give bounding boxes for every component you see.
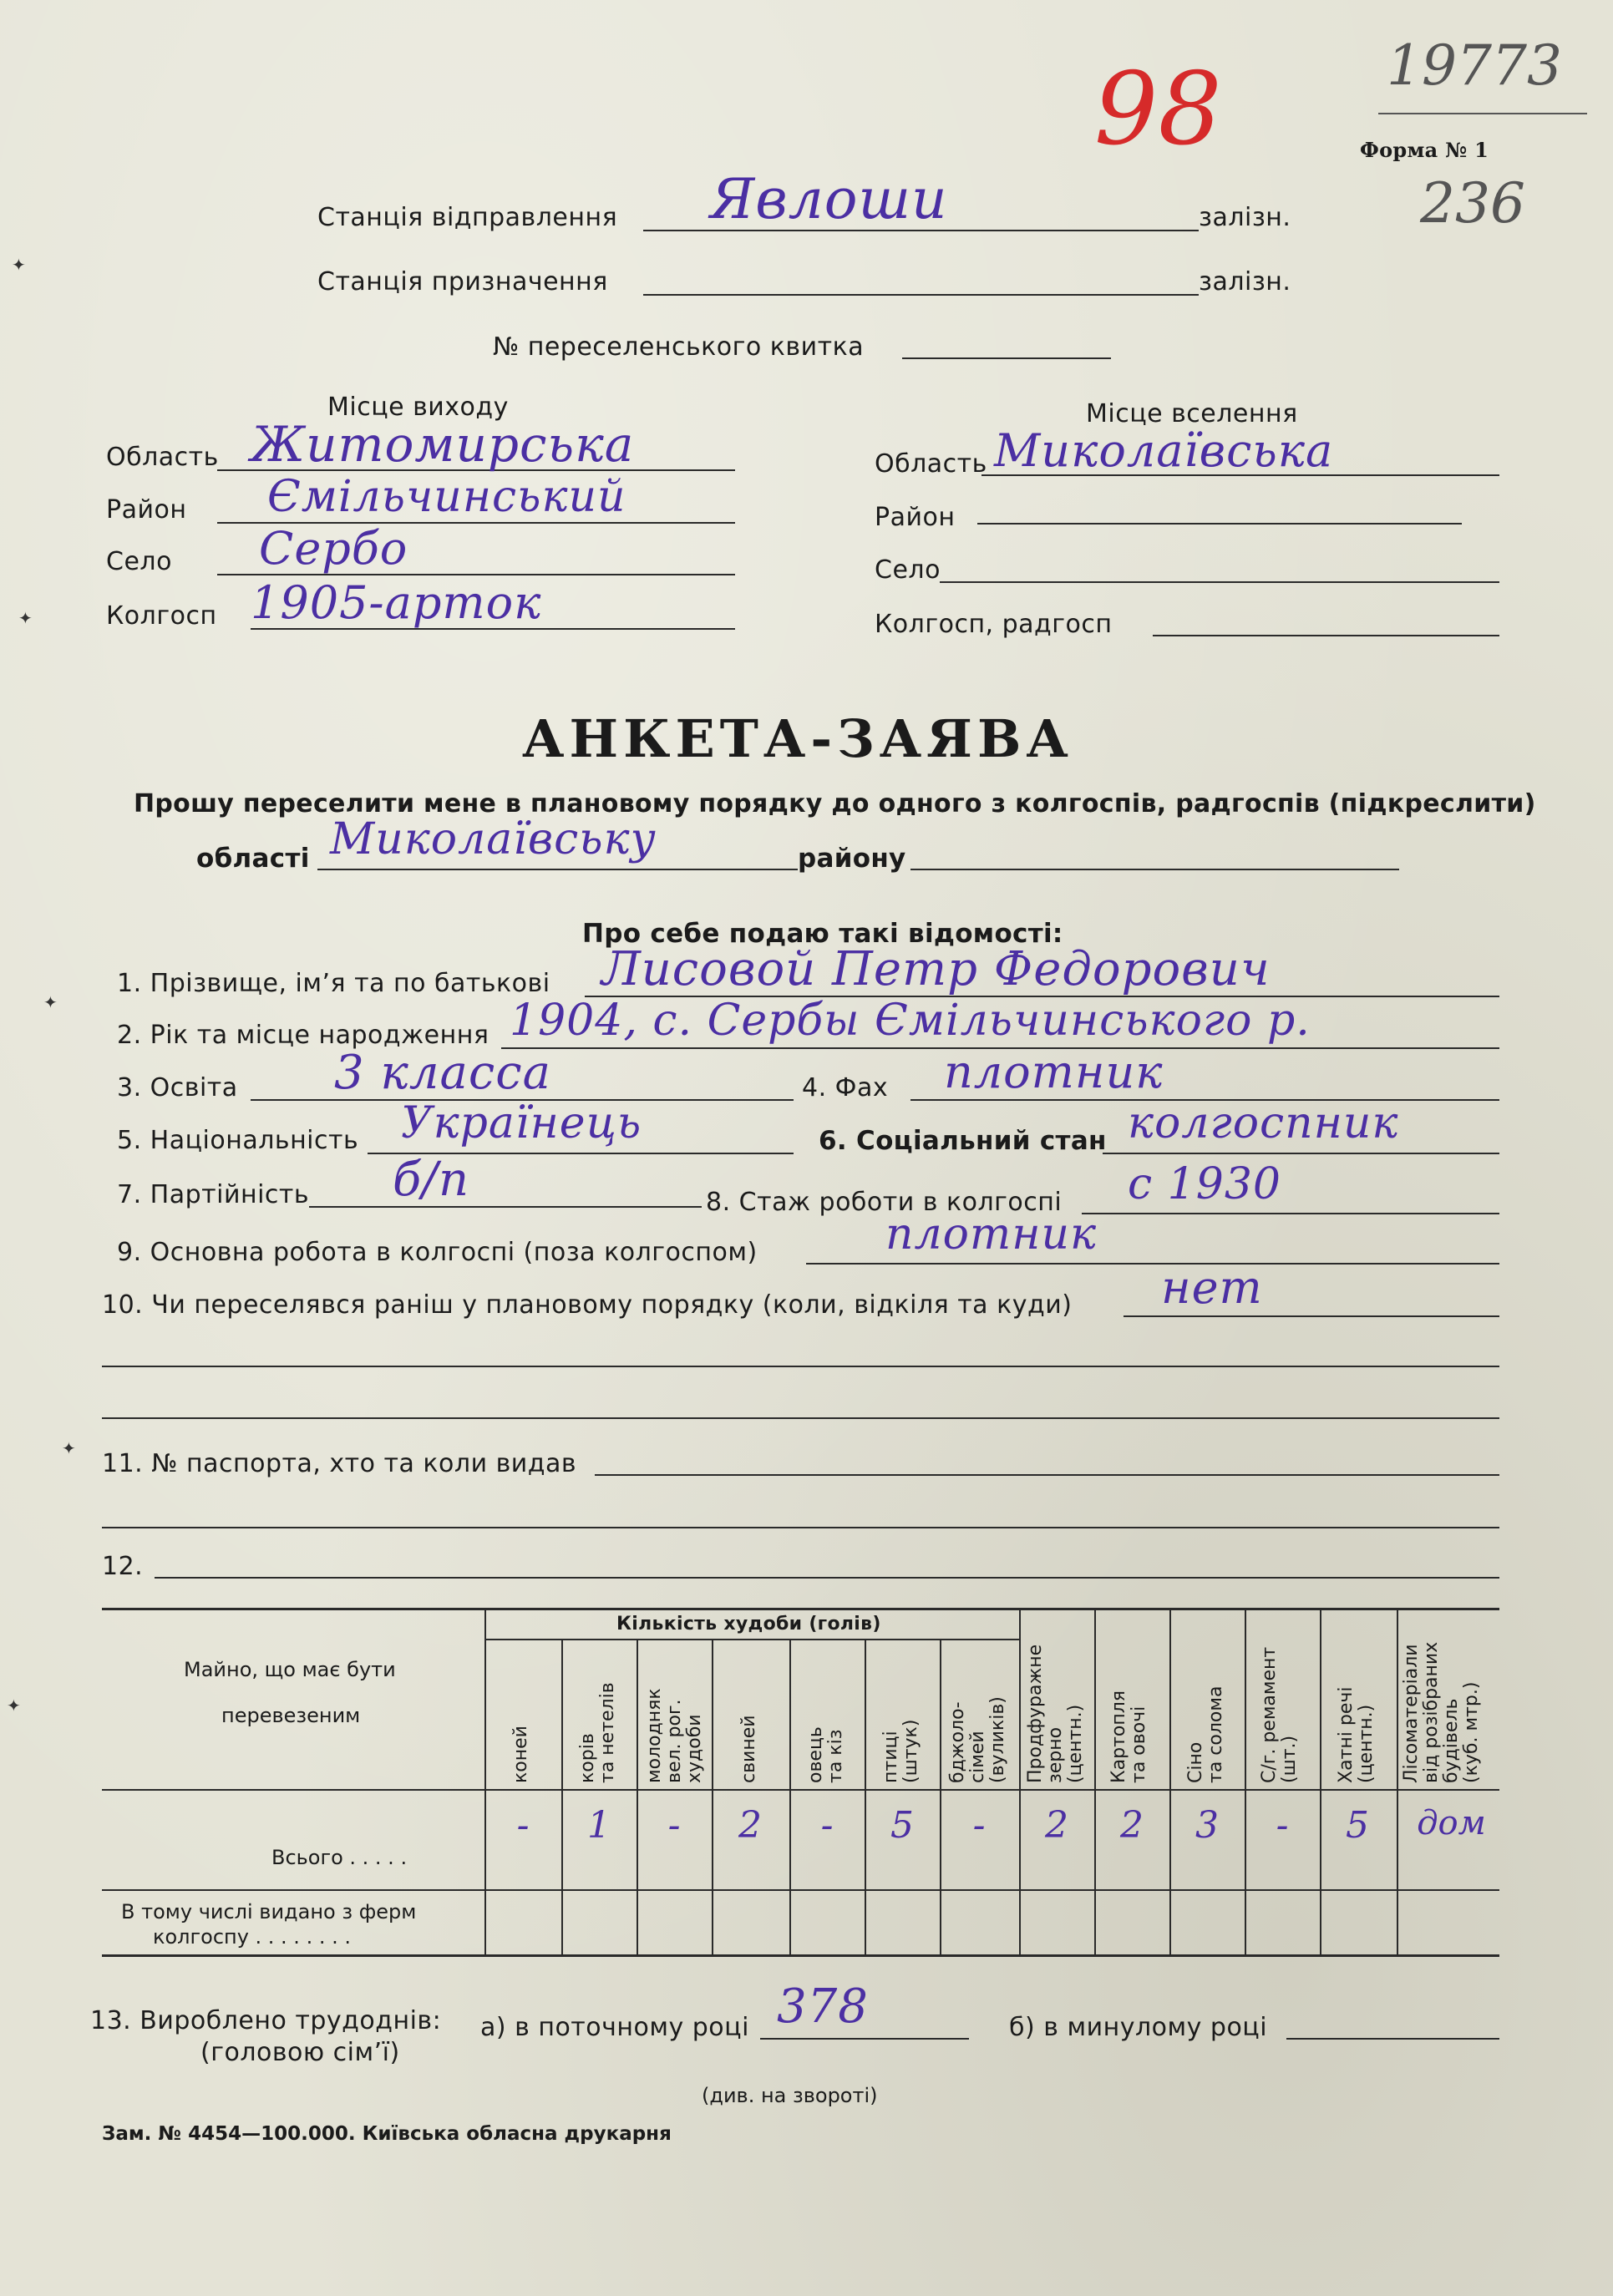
row-farm-label: колгоспу . . . . . . . . [153,1925,351,1949]
column-header: овець та кіз [805,1726,846,1783]
column-header: С/г. ремамент (шт.) [1259,1646,1300,1783]
property-label: перевезеним [221,1704,361,1727]
item-2-value[interactable]: 1904, с. Сербы Ємільчинського р. [510,996,1311,1046]
origin-kolgosp-label: Колгосп [106,601,217,631]
target-oblast-value[interactable]: Миколаївську [330,814,657,864]
cell-value[interactable]: 2 [738,1804,762,1847]
departure-station-value[interactable]: Явлоши [710,167,948,231]
item-3-value[interactable]: 3 класса [334,1046,552,1100]
origin-title: Місце виходу [327,393,509,422]
item-7-value[interactable]: б/п [393,1153,470,1207]
margin-mark: ✦ [18,608,33,628]
table-col-divider [484,1608,486,1954]
item-11-extra-line[interactable] [102,1527,1499,1528]
item-4-value[interactable]: плотник [944,1046,1164,1098]
table-col-divider [789,1639,791,1954]
cell-value[interactable]: 2 [1045,1804,1068,1847]
item-3-label: 3. Освіта [117,1073,238,1102]
table-header-bottom [102,1789,1499,1791]
ticket-label: № переселенського квитка [493,332,865,362]
table-bottom-border [102,1954,1499,1957]
row-farm-label: В тому числі видано з ферм [121,1900,417,1923]
destination-station-line[interactable] [643,294,1199,296]
livestock-header-line [484,1639,1019,1640]
item-9-line [806,1263,1499,1265]
table-col-divider [1019,1608,1021,1954]
item-12-label: 12. [102,1552,144,1581]
item-8-label: 8. Стаж роботи в колгоспі [706,1188,1063,1217]
archive-number: 19773 [1387,33,1562,98]
cell-value[interactable]: - [820,1804,834,1847]
target-raion-line[interactable] [910,869,1399,870]
cell-value[interactable]: 2 [1120,1804,1144,1847]
ticket-line[interactable] [902,357,1111,359]
table-col-divider [940,1639,941,1954]
origin-raion-value[interactable]: Ємільчинський [267,472,626,522]
target-oblast-line [317,869,798,870]
request-text: Прошу переселити мене в плановому порядку до одного з колгоспів, радгоспів (підкреслити) [134,789,1536,819]
workdays-current-line [760,2038,969,2040]
target-raion-label: району [798,844,906,874]
destination-raion-line[interactable] [977,523,1462,525]
column-header: свиней [738,1715,759,1783]
cell-value[interactable]: - [1276,1804,1289,1847]
item-5-value[interactable]: Українець [401,1098,642,1148]
item-6-label: 6. Соціальний стан [819,1126,1107,1156]
table-col-divider [561,1639,563,1954]
item-10-label: 10. Чи переселявся раніш у плановому порядку (коли, відкіля та куди) [102,1290,1073,1320]
column-header: птиці (штук) [880,1719,921,1783]
item-9-label: 9. Основна робота в колгоспі (поза колгоспом) [117,1238,758,1267]
workdays-sublabel: (головою сім’ї) [200,2038,400,2067]
target-oblast-label: області [196,844,310,874]
archive-number-underline [1378,113,1587,114]
destination-title: Місце вселення [1086,399,1298,428]
sheet-number: 236 [1420,171,1525,236]
column-header: корів та нетелів [577,1682,618,1783]
destination-selo-label: Село [875,555,941,585]
property-label: Майно, що має бути [184,1658,396,1681]
column-header: коней [510,1726,531,1783]
destination-oblast-value[interactable]: Миколаївська [994,424,1334,477]
destination-kolgosp-label: Колгосп, радгосп [875,610,1113,639]
destination-oblast-label: Область [875,449,987,479]
workdays-current-label: а) в поточному році [480,2013,749,2042]
departure-station-label: Станція відправлення [317,203,618,232]
item-4-label: 4. Фах [802,1073,889,1102]
origin-kolgosp-value[interactable]: 1905-арток [251,576,542,629]
row-total-label: Всього . . . . . [271,1846,408,1869]
column-header: бджоло- сімей (вуликів) [947,1696,1008,1783]
item-8-line [1082,1213,1499,1214]
origin-raion-label: Район [106,495,187,525]
cell-value[interactable]: 1 [587,1804,611,1847]
red-folio-number: 98 [1094,52,1222,168]
cell-value[interactable]: - [972,1804,986,1847]
workdays-previous-label: б) в минулому році [1009,2013,1268,2042]
column-header: Продфуражне зерно (центн.) [1025,1644,1086,1783]
column-header: молодняк вел. рог. худоби [644,1688,705,1783]
destination-station-label: Станція призначення [317,267,608,297]
item-11-line[interactable] [595,1474,1499,1476]
cell-value[interactable]: 3 [1195,1804,1219,1847]
origin-selo-value[interactable]: Сербо [259,522,408,575]
table-col-divider [1094,1608,1096,1954]
info-heading: Про себе подаю такі відомості: [582,919,1063,949]
origin-selo-label: Село [106,547,172,576]
item-1-label: 1. Прізвище, ім’я та по батькові [117,969,550,998]
item-11-label: 11. № паспорта, хто та коли видав [102,1449,577,1478]
margin-mark: ✦ [43,992,58,1012]
origin-oblast-label: Область [106,443,219,472]
workdays-previous-line[interactable] [1286,2038,1499,2040]
item-7-line [309,1206,702,1208]
cell-value[interactable]: 5 [890,1804,914,1847]
cell-value[interactable]: дом [1417,1804,1486,1842]
item-8-value[interactable]: с 1930 [1128,1159,1281,1209]
railway-suffix: залізн. [1199,267,1291,297]
item-12-line[interactable] [155,1577,1499,1579]
table-col-divider [712,1639,713,1954]
form-label: Форма № 1 [1360,138,1489,162]
column-header: Лісоматеріали від розібраних будівель (куб. мтр.) [1401,1641,1482,1783]
destination-selo-line[interactable] [940,581,1499,583]
column-header: Хатні речі (центн.) [1336,1686,1377,1783]
item-10-value[interactable]: нет [1161,1261,1263,1314]
see-reverse-note: (див. на звороті) [702,2084,878,2107]
item-10-line [1124,1315,1499,1317]
table-top-border [102,1608,1499,1610]
origin-oblast-value[interactable]: Житомирська [251,416,635,473]
item-10-extra-line[interactable] [102,1366,1499,1367]
margin-mark: ✦ [12,255,26,275]
table-col-divider [1397,1608,1398,1954]
cell-value[interactable]: - [667,1804,681,1847]
item-6-value[interactable]: колгоспник [1128,1098,1399,1148]
table-row-divider [102,1889,1499,1891]
item-6-line [1103,1153,1499,1154]
railway-suffix: залізн. [1199,203,1291,232]
item-5-label: 5. Національність [117,1126,359,1155]
table-col-divider [1320,1608,1321,1954]
table-col-divider [1245,1608,1246,1954]
destination-kolgosp-line[interactable] [1153,635,1499,636]
workdays-label: 13. Вироблено трудоднів: [90,2006,442,2035]
margin-mark: ✦ [62,1438,76,1458]
column-header: Сіно та солома [1185,1685,1226,1783]
item-2-label: 2. Рік та місце народження [117,1021,489,1050]
table-col-divider [865,1639,866,1954]
cell-value[interactable]: 5 [1346,1804,1369,1847]
print-info: Зам. № 4454—100.000. Київська обласна друкарня [102,2123,672,2145]
item-10-extra-line[interactable] [102,1417,1499,1419]
item-1-value[interactable]: Лисовой Петр Федорович [601,942,1271,996]
workdays-current-value[interactable]: 378 [777,1979,869,2034]
livestock-header: Кількість худоби (голів) [616,1614,881,1635]
form-title: АНКЕТА-ЗАЯВА [522,708,1073,769]
table-col-divider [1169,1608,1171,1954]
column-header: Картопля та овочі [1108,1690,1149,1783]
item-9-value[interactable]: плотник [885,1209,1098,1260]
margin-mark: ✦ [7,1695,21,1716]
item-7-label: 7. Партійність [117,1180,310,1209]
table-col-divider [637,1639,638,1954]
destination-raion-label: Район [875,503,956,532]
cell-value[interactable]: - [516,1804,530,1847]
